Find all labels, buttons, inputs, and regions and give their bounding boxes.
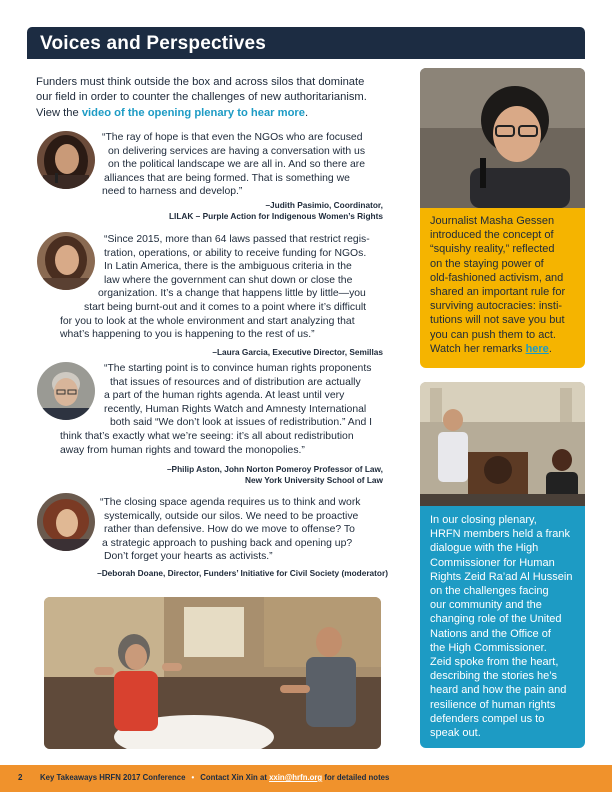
quote-4-line: “The closing space agenda requires us to think and work — [100, 497, 361, 508]
quote-1-attribution — [60, 200, 383, 222]
quote-3-line: think that’s exactly what we’re seeing: it’s all about redistribution — [60, 430, 354, 442]
watch-remarks-link[interactable]: here — [525, 342, 549, 355]
caption-line: shared an important rule for — [430, 286, 566, 299]
quote-2-line: In Latin America, there is the ambiguous criteria in the — [104, 261, 352, 273]
footer-contact-prefix: Contact Xin Xin at — [200, 773, 270, 782]
quote-2 — [60, 233, 395, 342]
attribution-line: –Deborah Doane, Director, Funders’ Initiative for Civil Society (moderator) — [97, 568, 388, 578]
caption-line: Zeid spoke from the heart, — [430, 656, 559, 669]
quote-2-line: start being burnt-out and it comes to a point where it’s difficult — [84, 301, 367, 313]
quote-2-line: “Since 2015, more than 64 laws passed that restrict regis- — [104, 234, 370, 245]
quote-2-line: for you to look at the whole environment and start analyzing that — [60, 315, 355, 327]
caption-line: heard and how the pain and — [430, 684, 567, 697]
quote-1-line: on the political landscape we are all in. And so there are — [108, 159, 366, 171]
page-title: Voices and Perspectives — [40, 33, 267, 54]
caption-line: changing role of the United — [430, 613, 562, 626]
quote-3-line: away from human rights and toward the monopolies.” — [60, 444, 305, 456]
caption-suffix: . — [548, 342, 552, 355]
conference-discussion-photo — [44, 597, 381, 749]
footer-contact-suffix: for detailed notes — [322, 773, 390, 782]
quote-4-line: systemically, outside our silos. We need to be proactive — [104, 510, 359, 522]
quote-4-line: rather than defensive. How do we move to offense? To — [104, 524, 355, 536]
quote-4-line: a strategic approach to pushing back and opening up? — [102, 537, 353, 549]
caption-line: our community and the — [430, 599, 542, 612]
quote-2-line: what’s happening to you is happening to the rest of us.” — [60, 329, 315, 341]
caption-line: speak out. — [430, 727, 481, 740]
quote-1-line: alliances that are being formed. That is something we — [104, 172, 350, 184]
page-footer — [0, 765, 612, 792]
intro-line-1: Funders must think outside the box and across silos that dominate — [36, 76, 365, 88]
closing-plenary-caption — [420, 506, 585, 748]
quote-3-line: both said “We don’t look at issues of redistribution.” And I — [110, 417, 373, 429]
caption-line: In our closing plenary, — [430, 514, 537, 526]
quote-3-attribution — [60, 464, 383, 486]
masha-gessen-caption — [420, 208, 585, 368]
caption-line: resilience of human rights — [430, 698, 556, 711]
intro-paragraph — [36, 75, 406, 121]
caption-line: Commissioner for Human — [430, 556, 555, 569]
caption-line: tutions will not save you but — [430, 314, 565, 327]
caption-line-last — [430, 342, 565, 356]
caption-line: dialogue with the High — [430, 542, 539, 555]
avatar-judith-pasimio — [37, 131, 95, 189]
contact-email-link[interactable]: xxin@hrfn.org — [269, 773, 323, 782]
intro-prefix: View the — [36, 106, 82, 119]
attribution-line: –Judith Pasimio, Coordinator, — [265, 200, 383, 210]
caption-prefix: Watch her remarks — [430, 342, 526, 355]
caption-line: describing the stories he’s — [430, 670, 557, 683]
caption-line: Nations and the Office of — [430, 627, 551, 640]
quote-2-line: organization. It’s a change that happens little by little—you — [98, 288, 366, 300]
page-number: 2 — [18, 773, 23, 782]
section-header — [27, 27, 585, 59]
caption-line: you can push them to act. — [430, 328, 556, 341]
attribution-line: –Philip Aston, John Norton Pomeroy Professor of Law, — [166, 464, 383, 474]
footer-title: Key Takeaways HRFN 2017 Conference — [40, 773, 186, 782]
attribution-line: New York University School of Law — [244, 475, 383, 485]
intro-line-3 — [36, 106, 406, 121]
attribution-line: LILAK – Purple Action for Indigenous Women’s Rights — [168, 211, 383, 221]
quote-3-line: a part of the human rights agenda. At least until very — [104, 390, 345, 402]
quote-1-line: “The ray of hope is that even the NGOs who are focused — [102, 132, 363, 143]
quote-4-attribution — [40, 568, 388, 579]
caption-line: on the staying power of — [430, 257, 544, 270]
caption-line: “squishy reality,” reflected — [430, 243, 555, 256]
quote-2-attribution — [60, 347, 383, 358]
intro-line-2: our field in order to counter the challenges of new authoritarianism. — [36, 91, 367, 104]
caption-line: on the challenges facing — [430, 585, 549, 598]
masha-gessen-photo — [420, 68, 585, 208]
quote-4-line: Don’t forget your hearts as activists.” — [104, 551, 273, 563]
quote-1 — [102, 131, 392, 199]
closing-plenary-photo — [420, 382, 585, 506]
caption-line: Rights Zeid Ra’ad Al Hussein — [430, 570, 573, 583]
quote-2-line: law where the government can shut down or close the — [104, 274, 353, 286]
caption-line: the High Commissioner. — [430, 641, 547, 654]
footer-separator: • — [191, 773, 195, 782]
quote-1-line: on delivering services are having a conversation with us — [108, 145, 366, 157]
caption-line: old-fashioned activism, and — [430, 271, 564, 284]
quote-1-line: need to harness and develop.” — [102, 186, 243, 198]
caption-line: Journalist Masha Gessen — [430, 215, 555, 227]
quote-2-line: tration, operations, or ability to receive funding for NGOs. — [104, 247, 367, 259]
quote-4 — [60, 496, 400, 564]
quote-3-line: that issues of resources and of distribution are actually — [110, 376, 361, 388]
quote-3 — [60, 362, 395, 457]
opening-plenary-video-link[interactable]: video of the opening plenary to hear more — [81, 106, 305, 119]
caption-line: introduced the concept of — [430, 229, 554, 242]
caption-line: HRFN members held a frank — [430, 528, 570, 541]
attribution-line: –Laura Garcia, Executive Director, Semillas — [212, 347, 383, 357]
caption-line: defenders compel us to — [430, 712, 545, 725]
caption-line: surviving autocracies: insti- — [430, 300, 563, 313]
quote-3-line: recently, Human Rights Watch and Amnesty International — [104, 403, 367, 415]
intro-suffix: . — [305, 106, 309, 119]
quote-3-line: “The starting point is to convince human rights proponents — [104, 363, 372, 374]
footer-text — [40, 773, 389, 782]
